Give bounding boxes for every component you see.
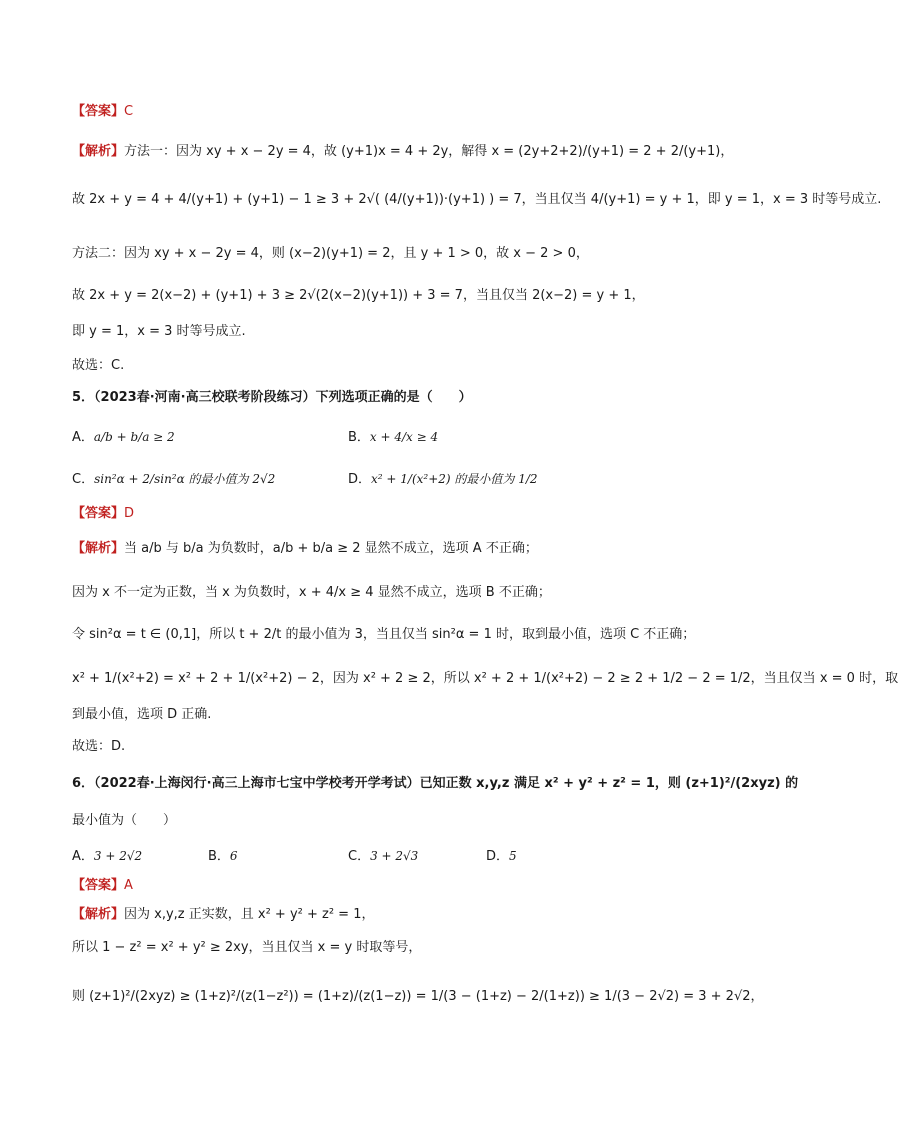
text-line-k3 (72, 626, 754, 644)
section-label: 【答案】 (72, 506, 125, 521)
text-line-k4 (72, 670, 898, 688)
option-label: C． (348, 849, 371, 864)
option-label: A． (72, 430, 94, 445)
line-text: 则 (z+1)²/(2xyz) ≥ (1+z)²/(z(1−z²)) = (1+z)/(z(1−z)) = 1/(3 − (1+z) − 2/(1+z)) ≥ 1/(3 − 2√2) = 3 + 2√2， (72, 989, 764, 1004)
option-label: B． (348, 430, 370, 445)
section-label: 【答案】 (72, 878, 125, 893)
text-line-q6 (72, 775, 799, 793)
line-text: 5．（2023春·河南·高三校联考阶段练习）下列选项正确的是（ ） (72, 390, 472, 405)
line-text: 故选：D. (72, 739, 126, 754)
option-text: 3 + 2√2 (93, 849, 143, 863)
line-text: 故 2x + y = 2(x−2) + (y+1) + 3 ≥ 2√(2(x−2)(y+1)) + 3 = 7，当且仅当 2(x−2) = y + 1， (72, 288, 645, 303)
section-label: 【答案】 (72, 104, 125, 119)
option-text: x + 4/x ≥ 4 (369, 430, 439, 444)
text-line-j4 (72, 287, 754, 305)
q6-option-d (486, 845, 517, 864)
q5-option-c (72, 468, 275, 487)
line-text: 令 sin²α = t ∈ (0,1]，所以 t + 2/t 的最小值为 3，当且仅当 sin²α = 1 时，取到最小值，选项 C 不正确； (72, 627, 696, 642)
text-line-a2 (72, 505, 754, 523)
text-line-j1 (72, 143, 754, 161)
line-text: 方法二：因为 xy + x − 2y = 4，则 (x−2)(y+1) = 2，且 y + 1 > 0，故 x − 2 > 0， (72, 246, 589, 261)
text-line-k1 (72, 540, 754, 558)
line-text: 到最小值，选项 D 正确. (72, 707, 212, 722)
text-line-a3 (72, 877, 754, 895)
section-label: 【解析】 (72, 541, 125, 556)
line-text: 最小值为（ ） (72, 813, 177, 828)
line-text: 因为 x 不一定为正数，当 x 为负数时，x + 4/x ≥ 4 显然不成立，选项 B 不正确； (72, 585, 551, 600)
q6-option-a (72, 845, 142, 864)
line-text: x² + 1/(x²+2) = x² + 2 + 1/(x²+2) − 2，因为 x² + 2 ≥ 2，所以 x² + 2 + 1/(x²+2) − 2 ≥ 2 + 1/2 − 2 = 1/2，当且仅当 x = 0 时，取 (72, 671, 898, 686)
option-label: D． (348, 472, 372, 487)
text-line-k2 (72, 584, 754, 602)
option-text: 3 + 2√3 (370, 849, 419, 863)
section-label: 【解析】 (72, 907, 125, 922)
line-text: 所以 1 − z² = x² + y² ≥ 2xy，当且仅当 x = y 时取等号， (72, 940, 422, 955)
text-line-j5 (72, 323, 754, 341)
text-line-m3 (72, 988, 764, 1006)
option-text: x² + 1/(x²+2) 的最小值为 1/2 (371, 472, 538, 486)
line-text: A (124, 878, 133, 893)
text-line-m2 (72, 939, 754, 957)
line-text: 当 a/b 与 b/a 为负数时，a/b + b/a ≥ 2 显然不成立，选项 A 不正确； (124, 541, 538, 556)
line-text: 即 y = 1，x = 3 时等号成立. (72, 324, 246, 339)
line-text: C (124, 104, 134, 119)
q5-option-a (72, 426, 175, 445)
option-text: 5 (509, 849, 517, 863)
option-label: C． (72, 472, 95, 487)
text-line-q5 (72, 389, 754, 407)
q5-option-b (348, 426, 438, 445)
option-label: A． (72, 849, 94, 864)
line-text: 方法一：因为 xy + x − 2y = 4，故 (y+1)x = 4 + 2y，解得 x = (2y+2+2)/(y+1) = 2 + 2/(y+1)， (124, 144, 734, 159)
option-label: B． (208, 849, 230, 864)
option-label: D． (486, 849, 510, 864)
text-line-k5 (72, 706, 754, 724)
text-line-m1 (72, 906, 754, 924)
line-text: 因为 x,y,z 正实数，且 x² + y² + z² = 1， (124, 907, 375, 922)
line-text: 故选：C. (72, 358, 125, 373)
text-line-j3 (72, 245, 754, 263)
text-line-j2 (72, 191, 882, 209)
text-line-a1 (72, 103, 754, 121)
text-line-q6b (72, 812, 754, 830)
q6-option-b (208, 845, 238, 864)
text-line-k6 (72, 738, 754, 756)
option-text: 6 (229, 849, 238, 863)
section-label: 【解析】 (72, 144, 125, 159)
q6-option-c (348, 845, 418, 864)
option-text: sin²α + 2/sin²α 的最小值为 2√2 (94, 472, 276, 486)
option-text: a/b + b/a ≥ 2 (93, 430, 175, 444)
line-text: D (124, 506, 135, 521)
line-text: 6．（2022春·上海闵行·高三上海市七宝中学校考开学考试）已知正数 x,y,z 满足 x² + y² + z² = 1，则 (z+1)²/(2xyz) 的 (72, 776, 799, 791)
q5-option-d (348, 468, 538, 487)
text-line-j6 (72, 357, 754, 375)
line-text: 故 2x + y = 4 + 4/(y+1) + (y+1) − 1 ≥ 3 + 2√( (4/(y+1))·(y+1) ) = 7，当且仅当 4/(y+1) = y + 1，即 y = 1，x = 3 时等号成立. (72, 192, 882, 207)
